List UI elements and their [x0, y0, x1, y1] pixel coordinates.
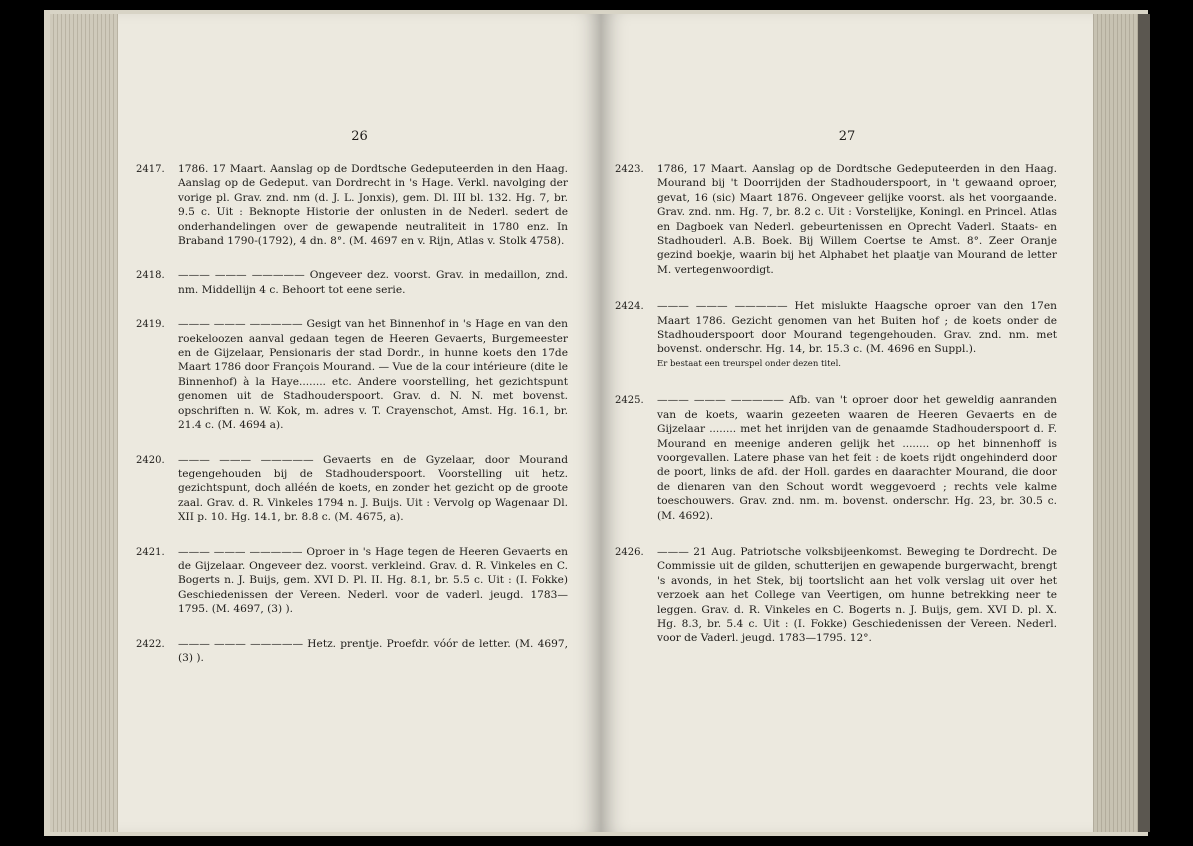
entry-text: 1786, 17 Maart. Aanslag op de Dordtsche Gedeputeerden in den Haag. Mourand bij 't Doorrijden der Stadhouderspoort, in 't gewaand oproer, gevat, 16 (sic) Maart 1876. Ongeveer gelijke voorst. als het voorgaande. Grav. znd. nm. Hg. 7, br. 8.2 c. Uit : Vorstelijke, Koningl. en Princel. Atlas en Dagboek van Nederl. gebeurtenissen en Oprecht Vaderl. Staats- en Stadhouderl. A.B. Boek. Bij Willem Coertse te Amst. 8°. Zeer Oranje gezind boekje, waarin bij het Alphabet het plaatje van Mourand de letter M. vertegenwoordigt. — [657, 163, 1057, 276]
entry-list — [136, 162, 568, 683]
entry-text: ——— ——— ————— Gesigt van het Binnenhof in 's Hage en van den roekeloozen aanval gedaan tegen de Heeren Gevaerts, Burgemeester en de Gijzelaar, Pensionaris der stad Dordr., in hunne koets den 17de Maart 1786 door François Mourand. — Vue de la cour intérieure (dite le Binnenhof) à la Haye........ etc. Andere voorstelling, het gezichtspunt genomen uit de Stadhouderspoort. Grav. d. N. N. met bovenst. opschriften n. W. Kok, m. adres v. T. Crayenschot, Amst. Hg. 16.1, br. 21.4 c. (M. 4694 a). — [178, 318, 568, 432]
entry-note: Er bestaat een treurspel onder dezen titel. — [657, 358, 841, 369]
entry-number: 2425. — [615, 395, 644, 407]
entry-number: 2421. — [136, 546, 165, 558]
page-edges-left — [50, 14, 120, 832]
catalog-entry — [136, 317, 568, 432]
catalog-entry — [136, 268, 568, 297]
catalog-entry — [615, 393, 1057, 523]
entry-number: 2424. — [615, 301, 644, 313]
catalog-entry — [136, 453, 568, 525]
entry-text: ——— ——— ————— Hetz. prentje. Proefdr. vóór de letter. (M. 4697, (3) ). — [178, 637, 568, 664]
entry-text: ——— ——— ————— Oproer in 's Hage tegen de Heeren Gevaerts en de Gijzelaar. Ongeveer dez. voorst. verkleind. Grav. d. R. Vinkeles en C. Bogerts n. J. Buijs, gem. XVI D. Pl. II. Hg. 8.1, br. 5.5 c. Uit : (I. Fokke) Geschiedenissen der Vereen. Nederl. voor de vaderl. jeugd. 1783—1795. (M. 4697, (3) ). — [178, 545, 568, 616]
entry-text: ——— ——— ————— Gevaerts en de Gyzelaar, door Mourand tegengehouden bij de Stadhouderspoort. Voorstelling uit hetz. gezichtspunt, doch alléén de koets, en zonder het gezicht op de groote zaal. Grav. d. R. Vinkeles 1794 n. J. Buijs. Uit : Vervolg op Wagenaar Dl. XII p. 10. Hg. 14.1, br. 8.8 c. (M. 4675, a). — [178, 453, 568, 524]
entry-number: 2419. — [136, 319, 165, 331]
catalog-entry — [136, 162, 568, 248]
entry-number: 2420. — [136, 454, 165, 466]
page-number: 26 — [351, 129, 368, 144]
catalog-entry — [615, 545, 1057, 646]
page-edges-right — [1090, 14, 1140, 832]
entry-number: 2426. — [615, 546, 644, 558]
catalog-entry — [615, 162, 1057, 277]
entry-text: ——— 21 Aug. Patriotsche volksbijeenkomst. Beweging te Dordrecht. De Commissie uit de gilden, schutterijen en gewapende burgerwacht, brengt 's avonds, in het Stek, bij toortslicht aan het volk verslag uit over het verzoek aan het College van Veertigen, om hunne betrekking neer te leggen. Grav. d. R. Vinkeles en C. Bogerts n. J. Buijs, gem. XVI D. pl. X. Hg. 8.3, br. 5.4 c. Uit : (I. Fokke) Geschiedenissen der Vereen. Nederl. voor de Vaderl. jeugd. 1783—1795. 12°. — [657, 545, 1057, 645]
catalog-entry — [615, 299, 1057, 371]
entry-number: 2422. — [136, 638, 165, 650]
catalog-entry — [136, 545, 568, 617]
page-number: 27 — [838, 129, 856, 144]
entry-number: 2423. — [615, 164, 644, 175]
entry-text: 1786. 17 Maart. Aanslag op de Dordtsche Gedeputeerden in den Haag. Aanslag op de Gedeput. van Dordrecht in 's Hage. Verkl. navolging der vorige pl. Grav. znd. nm (d. J. L. Jonxis), gem. Dl. III bl. 132. Hg. 7, br. 9.5 c. Uit : Beknopte Historie der onlusten in de Nederl. sedert de onderhandelingen over de gewapende neutraliteit in 1780 enz. In Braband 1790-(1792), 4 dn. 8°. (M. 4697 en v. Rijn, Atlas v. Stolk 4758). — [178, 163, 568, 248]
entry-text: ——— ——— ————— Afb. van 't oproer door het geweldig aanranden van de koets, waarin gezeeten waaren de Heeren Gevaerts en de Gijzelaar ........ met het inrijden van de genaamde Stadhouderspoort d. F. Mourand en meenige anderen gelijk het ........ op het binnenhoff is voorgevallen. Latere phase van het feit : de koets rijdt ongehinderd door de poort, links de afd. der Holl. gardes en daarachter Mourand, die door de dienaren van den Schout wordt weggevoerd ; rechts vele kalme toeschouwers. Grav. znd. nm. m. bovenst. onderschr. Hg. 23, br. 30.5 c. (M. 4692). — [657, 394, 1057, 522]
right-page — [601, 14, 1093, 832]
entry-number: 2417. — [136, 164, 165, 175]
entry-text: ——— ——— ————— Het mislukte Haagsche oproer van den 17en Maart 1786. Gezicht genomen van het Buiten hof ; de koets onder de Stadhouderspoort door Mourand tegengehouden. Grav. znd. nm. met bovenst. onderschr. Hg. 14, br. 15.3 c. (M. 4696 en Suppl.). — [657, 300, 1057, 356]
entry-number: 2418. — [136, 270, 165, 282]
book-cover-edge — [1138, 14, 1150, 832]
entry-text: ——— ——— ————— Ongeveer dez. voorst. Grav. in medaillon, znd. nm. Middellijn 4 c. Behoort tot eene serie. — [178, 269, 568, 296]
catalog-entry — [136, 637, 568, 666]
left-page — [118, 14, 601, 832]
entry-list — [615, 162, 1057, 664]
